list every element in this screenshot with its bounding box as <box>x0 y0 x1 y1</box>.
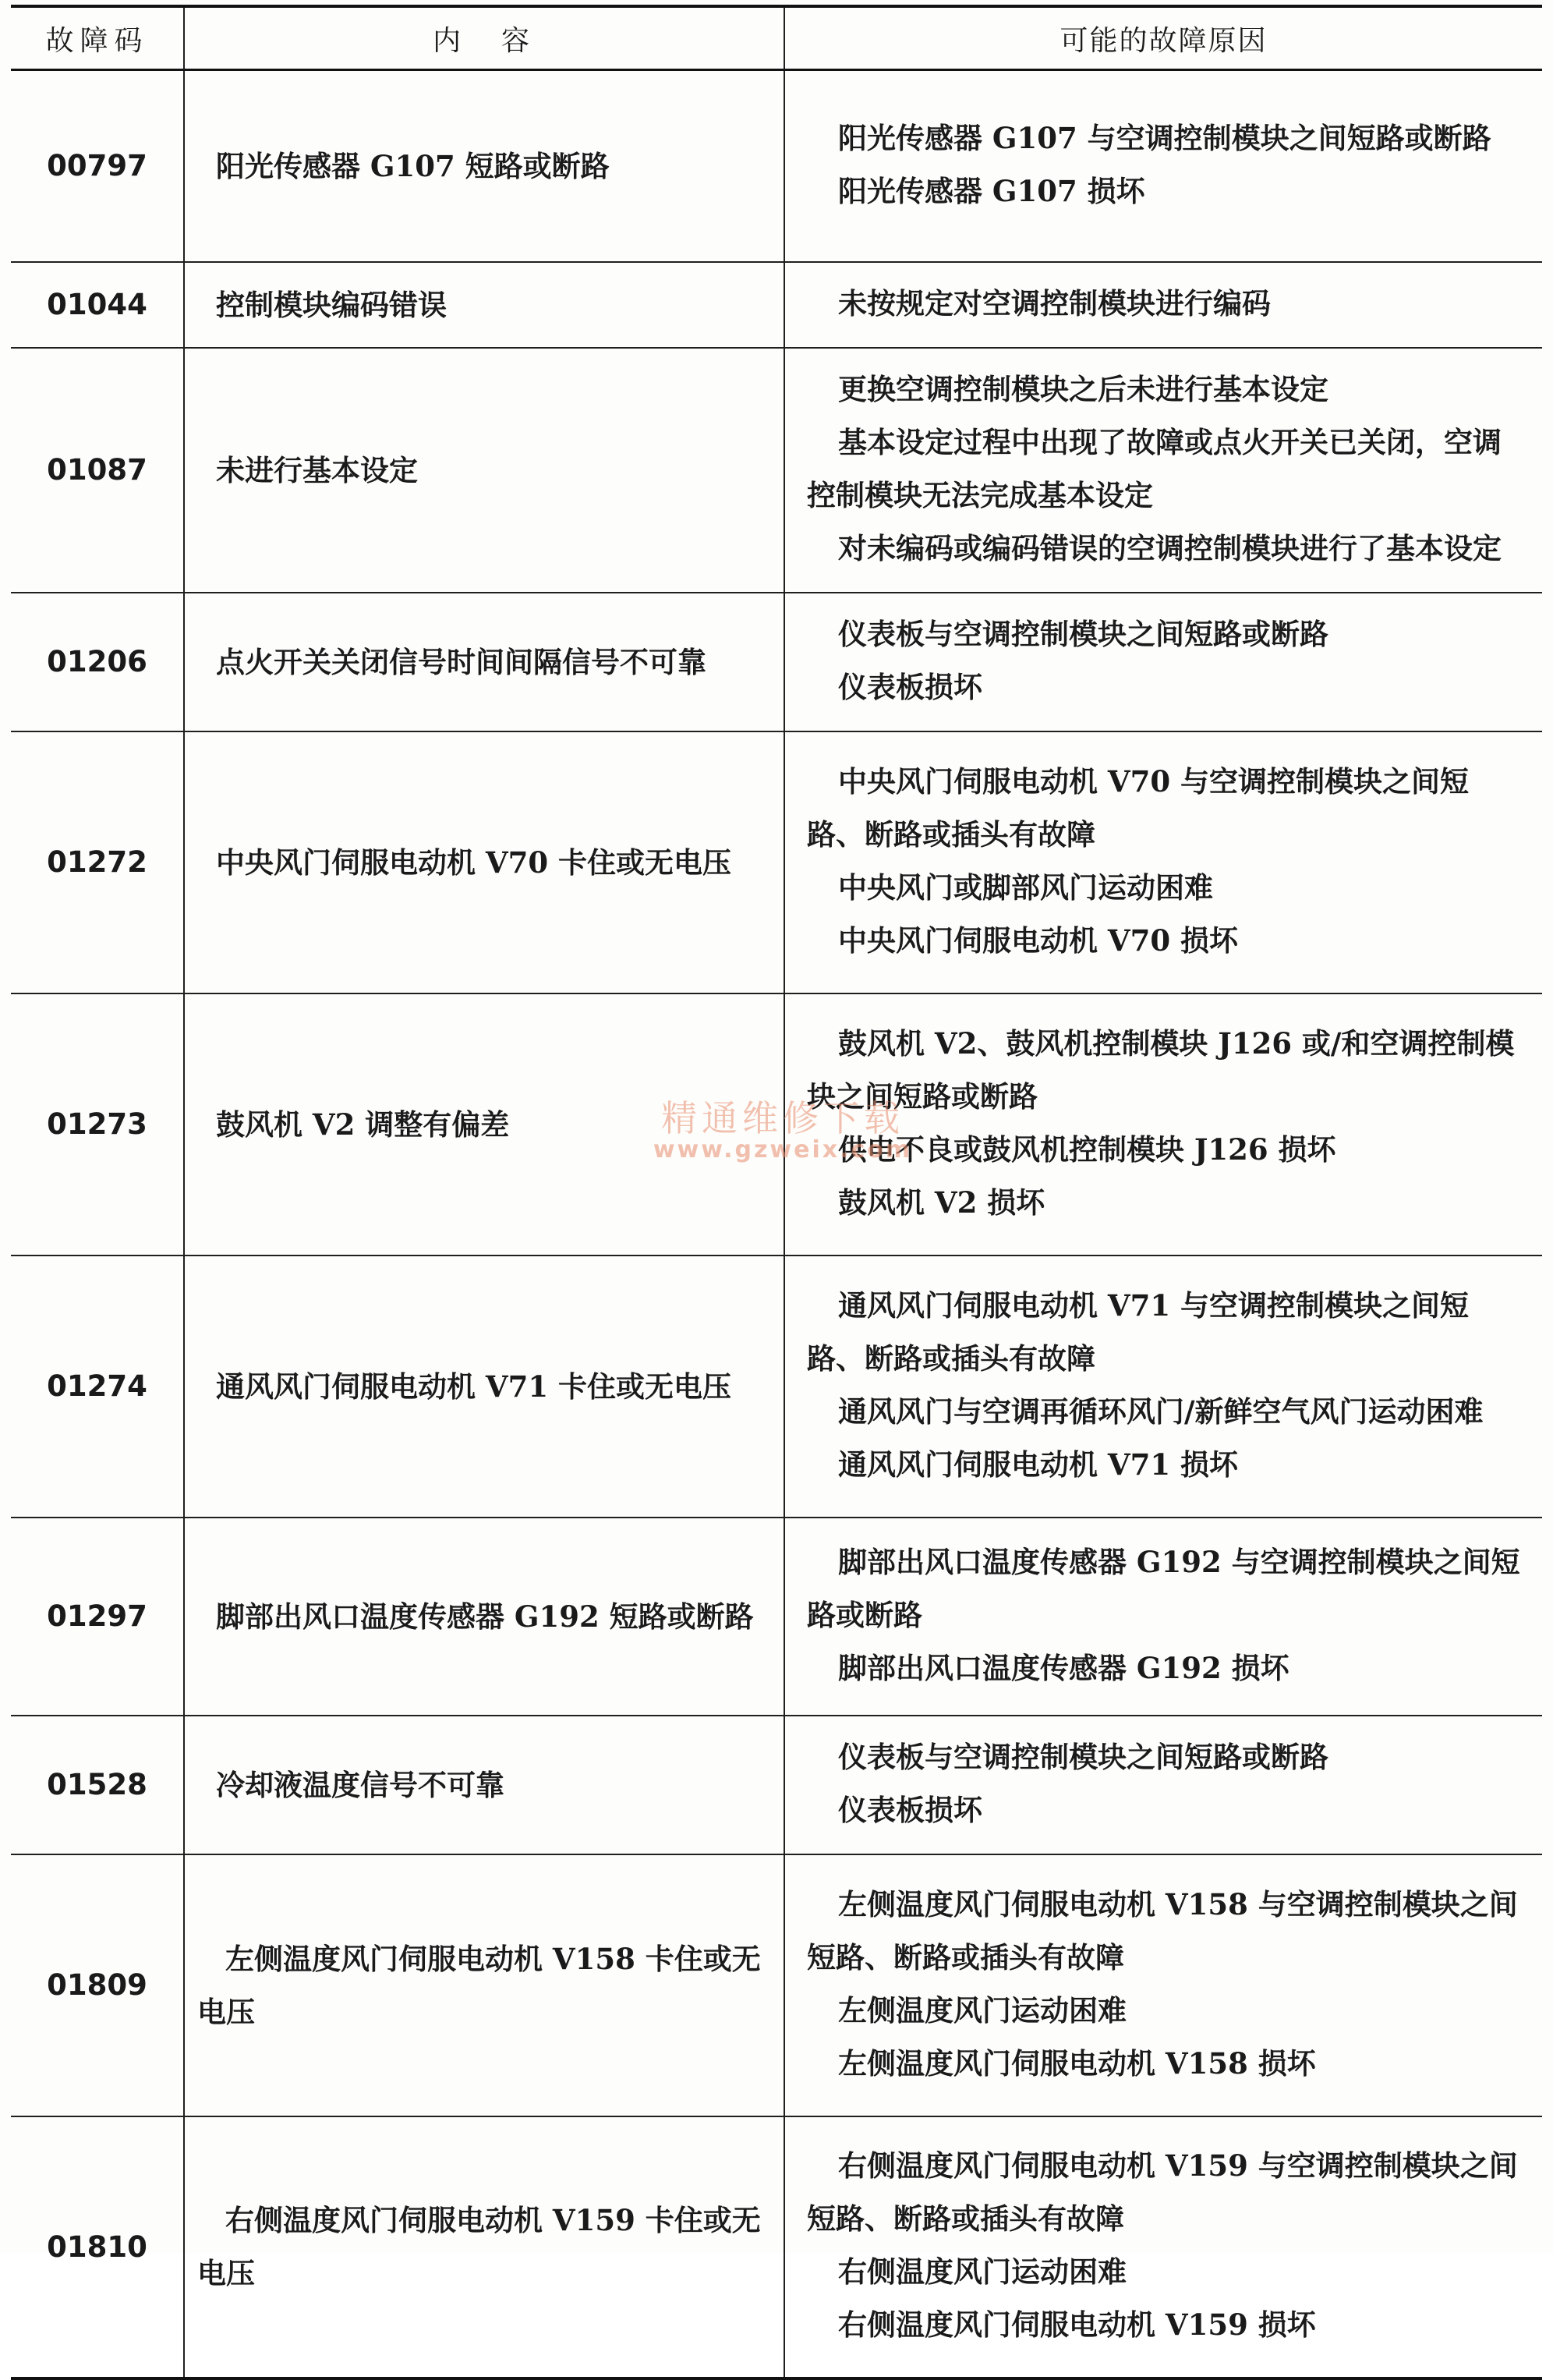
fault-code-cell: 01273 <box>11 993 184 1256</box>
cause-line: 左侧温度风门伺服电动机 V158 损坏 <box>838 2045 1316 2081</box>
fault-causes-cell <box>784 348 1542 593</box>
cause-line: 中央风门或脚部风门运动困难 <box>838 869 1213 905</box>
table-row <box>11 70 1542 262</box>
cause-line: 通风风门伺服电动机 V71 与空调控制模块之间短路、断路或插头有故障 <box>807 1287 1469 1376</box>
cause-line: 左侧温度风门伺服电动机 V158 与空调控制模块之间短路、断路或插头有故障 <box>807 1886 1518 1974</box>
watermark-url: www.gzweix.com <box>653 1136 913 1163</box>
cause-line: 脚部出风口温度传感器 G192 损坏 <box>838 1650 1289 1685</box>
fault-code-cell: 01810 <box>11 2116 184 2378</box>
fault-causes-cell <box>784 1716 1542 1854</box>
table-row <box>11 993 1542 1256</box>
fault-causes-cell <box>784 1854 1542 2116</box>
fault-causes-cell <box>784 2116 1542 2378</box>
header-cause: 可能的故障原因 <box>784 6 1542 70</box>
cause-line: 右侧温度风门伺服电动机 V159 与空调控制模块之间短路、断路或插头有故障 <box>807 2148 1518 2236</box>
fault-description-cell <box>184 70 784 262</box>
fault-code-cell: 01087 <box>11 348 184 593</box>
cause-line: 仪表板与空调控制模块之间短路或断路 <box>838 616 1328 651</box>
fault-description-text: 右侧温度风门伺服电动机 V159 卡住或无电压 <box>197 2203 761 2290</box>
fault-code-cell: 01297 <box>11 1518 184 1716</box>
table-row <box>11 731 1542 993</box>
fault-code-cell: 01809 <box>11 1854 184 2116</box>
cause-line: 更换空调控制模块之后未进行基本设定 <box>838 371 1328 406</box>
fault-description-text: 未进行基本设定 <box>216 452 418 487</box>
table-row <box>11 1854 1542 2116</box>
table-body <box>11 70 1542 2378</box>
cause-line: 对未编码或编码错误的空调控制模块进行了基本设定 <box>838 530 1502 565</box>
fault-description-text: 控制模块编码错误 <box>216 287 447 322</box>
table-row <box>11 2116 1542 2378</box>
cause-line: 中央风门伺服电动机 V70 损坏 <box>838 923 1238 958</box>
cause-line: 鼓风机 V2、鼓风机控制模块 J126 或/和空调控制模块之间短路或断路 <box>807 1025 1515 1114</box>
cause-line: 阳光传感器 G107 损坏 <box>838 173 1145 208</box>
fault-description-cell <box>184 2116 784 2378</box>
fault-description-cell <box>184 593 784 731</box>
table-header-row <box>11 6 1542 70</box>
fault-code-cell: 01272 <box>11 731 184 993</box>
cause-line: 阳光传感器 G107 与空调控制模块之间短路或断路 <box>838 120 1491 155</box>
fault-causes-cell <box>784 262 1542 348</box>
fault-description-text: 脚部出风口温度传感器 G192 短路或断路 <box>216 1599 754 1634</box>
fault-code-cell: 01528 <box>11 1716 184 1854</box>
cause-line: 通风风门与空调再循环风门/新鲜空气风门运动困难 <box>838 1394 1484 1429</box>
cause-line: 中央风门伺服电动机 V70 与空调控制模块之间短路、断路或插头有故障 <box>807 763 1469 852</box>
fault-description-text: 通风风门伺服电动机 V71 卡住或无电压 <box>216 1369 731 1404</box>
fault-causes-cell <box>784 70 1542 262</box>
fault-description-text: 冷却液温度信号不可靠 <box>216 1767 504 1802</box>
fault-description-cell <box>184 1854 784 2116</box>
cause-line: 右侧温度风门运动困难 <box>838 2254 1127 2289</box>
table-row <box>11 1716 1542 1854</box>
fault-code-cell: 00797 <box>11 70 184 262</box>
fault-code-cell: 01274 <box>11 1256 184 1518</box>
cause-line: 左侧温度风门运动困难 <box>838 1992 1127 2028</box>
fault-description-cell <box>184 1518 784 1716</box>
cause-line: 仪表板与空调控制模块之间短路或断路 <box>838 1739 1328 1774</box>
fault-description-cell <box>184 262 784 348</box>
cause-line: 未按规定对空调控制模块进行编码 <box>838 285 1271 321</box>
fault-causes-cell <box>784 731 1542 993</box>
fault-causes-cell <box>784 593 1542 731</box>
cause-line: 基本设定过程中出现了故障或点火开关已关闭，空调控制模块无法完成基本设定 <box>807 424 1502 512</box>
watermark-text: 精通维修下载 <box>661 1097 904 1139</box>
cause-line: 供电不良或鼓风机控制模块 J126 损坏 <box>838 1132 1336 1167</box>
table-row <box>11 262 1542 348</box>
fault-causes-cell <box>784 1518 1542 1716</box>
fault-causes-cell <box>784 1256 1542 1518</box>
header-code: 故障码 <box>11 6 184 70</box>
cause-line: 鼓风机 V2 损坏 <box>838 1185 1045 1220</box>
fault-description-cell <box>184 348 784 593</box>
fault-description-text: 中央风门伺服电动机 V70 卡住或无电压 <box>216 845 731 880</box>
fault-code-cell: 01044 <box>11 262 184 348</box>
fault-description-cell <box>184 1256 784 1518</box>
cause-line: 仪表板损坏 <box>838 669 982 704</box>
fault-description-text: 阳光传感器 G107 短路或断路 <box>216 148 610 183</box>
fault-description-text: 左侧温度风门伺服电动机 V158 卡住或无电压 <box>197 1941 761 2029</box>
table-row <box>11 1518 1542 1716</box>
table-row <box>11 348 1542 593</box>
fault-description-text: 鼓风机 V2 调整有偏差 <box>216 1107 510 1142</box>
fault-description-cell <box>184 1716 784 1854</box>
cause-line: 右侧温度风门伺服电动机 V159 损坏 <box>838 2307 1316 2342</box>
cause-line: 仪表板损坏 <box>838 1792 982 1827</box>
header-content: 内 容 <box>184 6 784 70</box>
fault-causes-cell <box>784 993 1542 1256</box>
cause-line: 脚部出风口温度传感器 G192 与空调控制模块之间短路或断路 <box>807 1544 1520 1632</box>
fault-description-cell <box>184 993 784 1256</box>
fault-code-table <box>11 5 1542 2380</box>
table-row <box>11 1256 1542 1518</box>
cause-line: 通风风门伺服电动机 V71 损坏 <box>838 1447 1238 1482</box>
fault-description-text: 点火开关关闭信号时间间隔信号不可靠 <box>216 644 706 679</box>
table-row <box>11 593 1542 731</box>
fault-code-cell: 01206 <box>11 593 184 731</box>
fault-description-cell <box>184 731 784 993</box>
